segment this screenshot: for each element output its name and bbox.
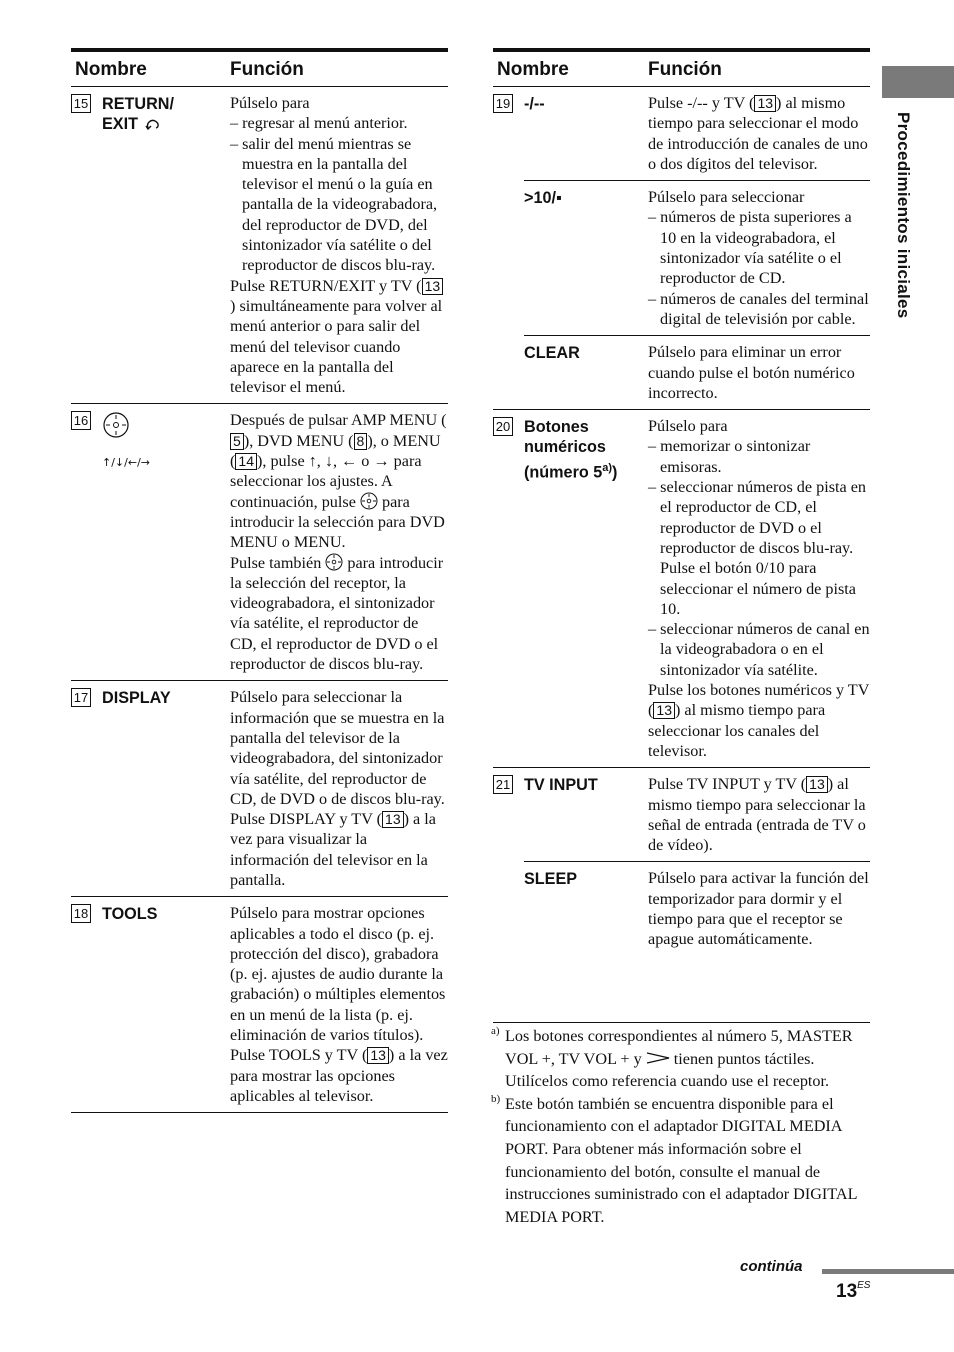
function-text: Pulse DISPLAY y TV ( 13 ) a la vez para visualizar la información del televisor en la pantalla. xyxy=(230,810,436,889)
function-text: Púlselo para mostrar opciones aplicables a todo el disco (p. ej. protección del disco), grabadora (p. ej. ajustes de audio durante la grabación) o múltiples elementos en un menú de la lista (p. ej. eliminación de varios títulos). xyxy=(230,904,446,1045)
header-function: Función xyxy=(230,50,448,87)
item-name: SLEEP xyxy=(524,870,578,889)
table-row xyxy=(493,87,870,181)
function-bullet: – regresar al menú anterior. xyxy=(230,114,408,133)
ref-number: 13 xyxy=(806,776,828,793)
function-text: Púlselo para activar la función del temporizador para dormir y el tiempo para que el receptor se apague automáticamente. xyxy=(648,869,869,949)
header-name: Nombre xyxy=(493,50,648,87)
function-bullet: – seleccionar números de canal en la videograbadora o en el sintonizador vía satélite. xyxy=(648,620,870,679)
function-bullet: – números de canales del terminal digital de televisión por cable. xyxy=(648,289,869,328)
play-triangle-icon xyxy=(646,1052,670,1064)
ref-number: 8 xyxy=(354,433,368,450)
function-text: Púlselo para seleccionar xyxy=(648,188,805,207)
item-number: 20 xyxy=(493,417,513,436)
continued-bar xyxy=(822,1269,954,1274)
table-row xyxy=(493,410,870,768)
item-name: >10/▪ xyxy=(524,181,648,336)
ref-number: 13 xyxy=(653,702,675,719)
item-name: TOOLS xyxy=(102,897,230,1113)
function-text: Pulse TOOLS y TV ( 13 ) a la vez para mostrar las opciones aplicables al televisor. xyxy=(230,1046,448,1105)
item-name: -/-- xyxy=(524,87,648,181)
enter-circle-icon xyxy=(360,492,378,510)
function-text: Pulse también para introducir la selección del receptor, la videograbadora, el sintonizador vía satélite, el reproductor de CD, el reproductor de DVD o el reproductor de discos blu-ray. xyxy=(230,553,444,674)
item-number: 17 xyxy=(71,688,91,707)
footnotes xyxy=(493,1022,870,1228)
page-number: $13^{ES}$ xyxy=(836,1280,871,1302)
table-row xyxy=(71,404,448,681)
function-text: Pulse -/-- y TV ( 13 ) al mismo tiempo para seleccionar el modo de introducción de canales de uno o dos dígitos del televisor. xyxy=(648,94,868,173)
ref-number: 13 xyxy=(422,278,444,295)
function-bullet: – números de pista superiores a 10 en la videograbadora, el sintonizador vía satélite o el reproductor de CD. xyxy=(648,208,852,288)
table-row xyxy=(71,87,448,404)
function-bullet: – seleccionar números de pista en el reproductor de CD, el reproductor de DVD o el reproductor de discos blu-ray. Pulse el botón 0/10 para seleccionar el número de pista 10. xyxy=(648,478,867,618)
function-bullet: – memorizar o sintonizar emisoras. xyxy=(648,437,811,476)
continued-label: continúa xyxy=(740,1258,803,1275)
enter-circle-icon xyxy=(325,553,343,571)
item-number: 18 xyxy=(71,904,91,923)
function-text: Púlselo para eliminar un error cuando pulse el botón numérico incorrecto. xyxy=(648,336,870,410)
ref-number: 13 xyxy=(382,811,404,828)
item-name-3: (número 5$^{a)}$) xyxy=(524,461,618,482)
function-text: Púlselo para xyxy=(648,417,728,436)
section-title: Procedimientos iniciales xyxy=(894,112,913,319)
function-bullet: – salir del menú mientras se muestra en la pantalla del televisor el menú o la guía en pantalla de la videograbadora, del reproductor de DVD, del sintonizador vía satélite o del reproductor de discos blu-ray. xyxy=(230,134,438,275)
function-text: Pulse TV INPUT y TV ( 13 ) al mismo tiempo para seleccionar la señal de entrada (entrada de TV o de vídeo). xyxy=(648,775,866,855)
table-row xyxy=(493,768,870,862)
table-row xyxy=(493,336,870,410)
ref-number: 13 xyxy=(754,95,776,112)
item-name: RETURN/ xyxy=(102,95,174,113)
left-function-table xyxy=(71,48,448,1113)
ref-number: 13 xyxy=(367,1047,389,1064)
item-name-2: numéricos xyxy=(524,438,606,457)
function-text: Púlselo para seleccionar la información que se muestra en la pantalla del televisor de la videograbadora, del sintonizador vía satélite, del reproductor de CD, de DVD o de discos blu-ray. xyxy=(230,688,445,808)
header-name: Nombre xyxy=(71,50,230,87)
function-text: Pulse RETURN/EXIT y TV ( 13) simultáneamente para volver al menú anterior o para salir del menú del televisor cuando aparece en la pantalla del televisor el menú. xyxy=(230,276,443,397)
item-number: 21 xyxy=(493,775,513,794)
section-tab-marker xyxy=(882,66,954,98)
arrow-keys-label: ↑/↓/←/→ xyxy=(102,455,150,469)
footnote-b: b) Este botón también se encuentra disponible para el funcionamiento con el adaptador DIGITAL MEDIA PORT. Para obtener más información sobre el funcionamiento del botón, consulte el manual de instrucciones suministrado con el adaptador DIGITAL MEDIA PORT. xyxy=(491,1092,857,1226)
right-function-table xyxy=(493,48,870,956)
function-text: Después de pulsar AMP MENU (5 ), DVD MENU ( 8 ), o MENU ( 14 ), pulse ↑, ↓, ← o → para seleccionar los ajustes. A continuación, pulse para introducir la selección para DVD MENU o MENU. xyxy=(230,411,447,552)
item-name-2: EXIT xyxy=(102,115,138,134)
item-name: CLEAR xyxy=(524,336,648,410)
footnote-a: a) Los botones correspondientes al número 5, MASTER VOL +, TV VOL + y tienen puntos táctiles. Utilícelos como referencia cuando use el receptor. xyxy=(491,1025,853,1091)
item-name: Botones xyxy=(524,418,589,437)
return-arrow-icon xyxy=(145,118,163,130)
item-name: DISPLAY xyxy=(102,681,230,897)
ref-number: 5 xyxy=(230,433,244,450)
table-row xyxy=(493,181,870,336)
item-number: 19 xyxy=(493,94,513,113)
function-text: Púlselo para xyxy=(230,94,310,112)
item-number: 16 xyxy=(71,411,91,430)
table-row xyxy=(493,862,870,956)
function-text: Pulse los botones numéricos y TV ( 13 ) al mismo tiempo para seleccionar los canales del televisor. xyxy=(648,681,870,760)
table-row xyxy=(71,681,448,897)
header-function: Función xyxy=(648,50,870,87)
item-name: TV INPUT xyxy=(524,768,648,862)
enter-circle-icon xyxy=(102,411,130,439)
table-row xyxy=(71,897,448,1113)
ref-number: 14 xyxy=(235,453,257,470)
item-number: 15 xyxy=(71,94,91,113)
